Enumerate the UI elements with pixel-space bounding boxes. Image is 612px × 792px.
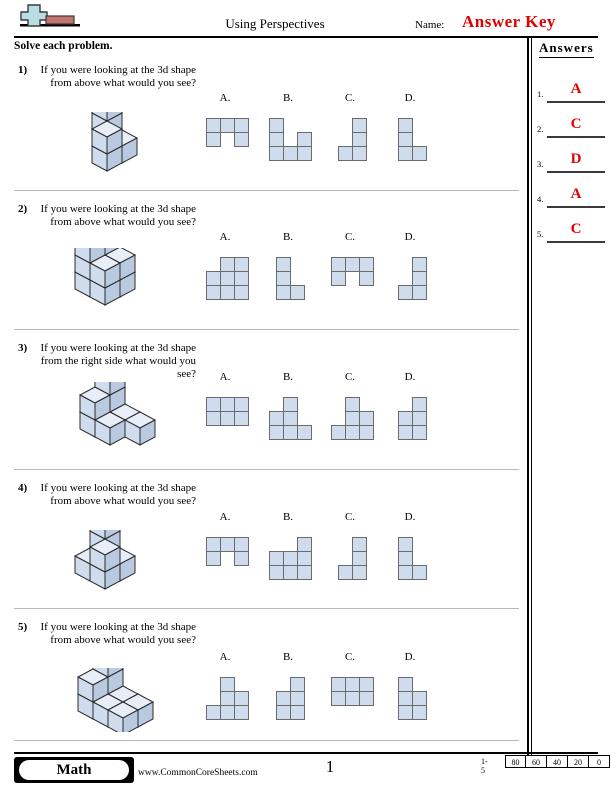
choice-label: A. [219, 231, 231, 243]
name-label: Name: [415, 19, 445, 31]
answer-number: 2. [537, 124, 544, 134]
grid-cell [234, 397, 249, 412]
grid-cell [331, 691, 346, 706]
grid-cell [220, 691, 235, 706]
grid-cell [352, 132, 367, 147]
grid-cells [338, 537, 367, 580]
grid-cell [398, 537, 413, 552]
grid-cell [283, 565, 298, 580]
choice-label: C. [344, 511, 356, 523]
grid-cell [234, 411, 249, 426]
grid-cell [297, 551, 312, 566]
grid-cell [359, 425, 374, 440]
answer-value: A [570, 186, 582, 202]
answer-value: C [570, 221, 582, 237]
grid-cells [398, 537, 427, 580]
grid-cells [206, 118, 249, 147]
grid-cell [338, 565, 353, 580]
grid-cell [412, 146, 427, 161]
grid-cells [338, 118, 367, 161]
grid-cells [398, 677, 427, 720]
grid-cell [398, 677, 413, 692]
answer-value: A [570, 81, 582, 97]
problem-separator [14, 740, 519, 741]
problem-number: 4) [18, 482, 28, 494]
answers-panel-border-inner [531, 36, 532, 756]
answer-row [537, 151, 607, 173]
choice-grid-figure [330, 397, 390, 440]
grid-cell [276, 257, 291, 272]
grid-cell [398, 705, 413, 720]
grid-cell [352, 118, 367, 133]
answers-panel-title: Answers [539, 40, 594, 58]
problem-question-text: If you were looking at the 3d shape from above what would you see? [40, 64, 196, 89]
grid-cell [359, 257, 374, 272]
grid-cell [412, 271, 427, 286]
answers-panel-border-outer [527, 36, 529, 756]
answer-row [537, 221, 607, 243]
choice-grid-figure [390, 677, 450, 720]
answer-key-label: Answer Key [462, 12, 556, 31]
score-cell: 0 [589, 755, 610, 768]
choice-label: A. [219, 651, 231, 663]
answer-blank-line [547, 101, 605, 103]
grid-cell [269, 551, 284, 566]
choice-label: B. [282, 651, 294, 663]
grid-cell [234, 118, 249, 133]
problem-question-text: If you were looking at the 3d shape from above what would you see? [40, 482, 196, 507]
commoncoresheets-plus-logo [14, 3, 86, 36]
problem-separator [14, 329, 519, 330]
grid-cells [269, 397, 312, 440]
grid-cell [352, 537, 367, 552]
grid-cell [398, 691, 413, 706]
grid-cell [412, 565, 427, 580]
isometric-cube-shape-5 [60, 668, 160, 732]
grid-cell [398, 146, 413, 161]
grid-cell [398, 411, 413, 426]
grid-cell [276, 705, 291, 720]
grid-cell [345, 677, 360, 692]
grid-cell [398, 425, 413, 440]
grid-cell [206, 537, 221, 552]
choice-grid-figure [268, 537, 328, 580]
grid-cell [283, 551, 298, 566]
choice-label: C. [344, 371, 356, 383]
grid-cells [269, 537, 312, 580]
choice-grid-figure [268, 118, 328, 161]
choice-label: A. [219, 511, 231, 523]
isometric-cube-shape-4 [60, 530, 155, 594]
page-title: Using Perspectives [225, 16, 325, 31]
subject-badge-label: Math [19, 760, 129, 780]
choice-grid-figure [268, 677, 328, 720]
choice-label: B. [282, 92, 294, 104]
grid-cell [234, 132, 249, 147]
grid-cell [234, 705, 249, 720]
grid-cell [269, 425, 284, 440]
answer-number: 3. [537, 159, 544, 169]
choice-grid-figure [205, 397, 265, 426]
grid-cell [276, 285, 291, 300]
choice-grid-figure [205, 537, 265, 566]
problem-number: 3) [18, 342, 28, 354]
grid-cells [331, 677, 374, 706]
choice-grid-figure [390, 397, 450, 440]
footer-divider [14, 752, 598, 754]
grid-cell [234, 691, 249, 706]
grid-cells [398, 397, 427, 440]
grid-cells [206, 537, 249, 566]
grid-cells [276, 677, 305, 720]
grid-cells [276, 257, 305, 300]
answer-number: 1. [537, 89, 544, 99]
choice-label: D. [404, 371, 416, 383]
grid-cell [220, 411, 235, 426]
score-cell: 20 [568, 755, 589, 768]
problem-number: 5) [18, 621, 28, 633]
grid-cells [206, 677, 249, 720]
answer-row [537, 81, 607, 103]
grid-cell [398, 285, 413, 300]
grid-cell [220, 271, 235, 286]
grid-cell [412, 411, 427, 426]
choice-label: B. [282, 371, 294, 383]
grid-cell [283, 425, 298, 440]
grid-cell [269, 411, 284, 426]
grid-cell [220, 118, 235, 133]
grid-cells [206, 397, 249, 426]
grid-cell [412, 397, 427, 412]
answer-row [537, 116, 607, 138]
grid-cell [359, 411, 374, 426]
choice-label: A. [219, 92, 231, 104]
grid-cell [269, 146, 284, 161]
grid-cell [398, 132, 413, 147]
choice-grid-figure [390, 537, 450, 580]
grid-cell [290, 677, 305, 692]
problem-number: 2) [18, 203, 28, 215]
score-cell: 60 [526, 755, 547, 768]
subject-badge [14, 757, 134, 783]
choice-label: B. [282, 231, 294, 243]
grid-cell [269, 565, 284, 580]
grid-cell [290, 705, 305, 720]
choice-label: B. [282, 511, 294, 523]
grid-cell [345, 397, 360, 412]
grid-cell [297, 146, 312, 161]
grid-cell [206, 285, 221, 300]
problem-separator [14, 190, 519, 191]
grid-cell [297, 565, 312, 580]
grid-cell [220, 705, 235, 720]
grid-cell [234, 285, 249, 300]
answer-row [537, 186, 607, 208]
grid-cell [352, 146, 367, 161]
isometric-cube-shape-3 [60, 382, 160, 452]
grid-cell [297, 537, 312, 552]
grid-cell [276, 691, 291, 706]
grid-cell [352, 565, 367, 580]
page-number: 1 [325, 757, 335, 776]
grid-cell [234, 537, 249, 552]
grid-cell [359, 691, 374, 706]
grid-cell [276, 271, 291, 286]
answer-value: D [570, 151, 582, 167]
grid-cell [352, 551, 367, 566]
problem-question-text: If you were looking at the 3d shape from above what would you see? [40, 203, 196, 228]
grid-cell [206, 397, 221, 412]
answer-number: 4. [537, 194, 544, 204]
grid-cell [297, 132, 312, 147]
answer-blank-line [547, 171, 605, 173]
isometric-cube-shape-2 [60, 248, 155, 310]
grid-cell [412, 705, 427, 720]
choice-grid-figure [268, 397, 328, 440]
grid-cell [220, 537, 235, 552]
choice-label: D. [404, 511, 416, 523]
choice-grid-figure [330, 118, 390, 161]
grid-cell [283, 397, 298, 412]
grid-cells [331, 397, 374, 440]
grid-cells [398, 257, 427, 300]
grid-cell [206, 411, 221, 426]
grid-cell [290, 285, 305, 300]
grid-cell [398, 551, 413, 566]
grid-cell [283, 411, 298, 426]
grid-cell [345, 425, 360, 440]
choice-grid-figure [390, 257, 450, 300]
grid-cell [398, 118, 413, 133]
grid-cell [359, 271, 374, 286]
score-cells [505, 755, 610, 768]
problem-separator [14, 608, 519, 609]
grid-cell [206, 705, 221, 720]
grid-cells [331, 257, 374, 286]
grid-cell [283, 146, 298, 161]
choice-label: C. [344, 92, 356, 104]
grid-cell [398, 565, 413, 580]
grid-cell [331, 425, 346, 440]
choice-label: C. [344, 231, 356, 243]
choice-label: D. [404, 231, 416, 243]
grid-cell [220, 677, 235, 692]
instruction-text: Solve each problem. [14, 40, 113, 52]
grid-cell [338, 146, 353, 161]
choice-grid-figure [205, 677, 265, 720]
grid-cell [206, 271, 221, 286]
answer-value: C [570, 116, 582, 132]
grid-cell [412, 257, 427, 272]
choice-grid-figure [330, 537, 390, 580]
answer-blank-line [547, 136, 605, 138]
problem-number: 1) [18, 64, 28, 76]
answer-blank-line [547, 206, 605, 208]
grid-cell [234, 551, 249, 566]
header-divider [14, 36, 598, 38]
choice-grid-figure [205, 118, 265, 147]
score-cell: 40 [547, 755, 568, 768]
grid-cell [297, 425, 312, 440]
grid-cell [269, 118, 284, 133]
grid-cell [206, 551, 221, 566]
grid-cells [206, 257, 249, 300]
grid-cell [412, 285, 427, 300]
choice-grid-figure [330, 677, 390, 706]
grid-cell [220, 285, 235, 300]
grid-cell [331, 271, 346, 286]
choice-grid-figure [268, 257, 328, 300]
grid-cell [359, 677, 374, 692]
grid-cell [345, 411, 360, 426]
choice-label: D. [404, 651, 416, 663]
site-url: www.CommonCoreSheets.com [138, 768, 258, 778]
grid-cell [345, 257, 360, 272]
grid-cell [234, 271, 249, 286]
choice-label: C. [344, 651, 356, 663]
answer-number: 5. [537, 229, 544, 239]
grid-cell [206, 118, 221, 133]
isometric-cube-shape-1 [60, 112, 155, 174]
choice-label: D. [404, 92, 416, 104]
grid-cells [269, 118, 312, 161]
answer-blank-line [547, 241, 605, 243]
problem-question-text: If you were looking at the 3d shape from above what would you see? [40, 621, 196, 646]
grid-cells [398, 118, 427, 161]
page-header [0, 0, 612, 38]
problem-question-text: If you were looking at the 3d shape from the right side what would you see? [40, 342, 196, 380]
choice-grid-figure [330, 257, 390, 286]
grid-cell [345, 691, 360, 706]
grid-cell [331, 257, 346, 272]
grid-cell [269, 132, 284, 147]
choice-grid-figure [390, 118, 450, 161]
choice-label: A. [219, 371, 231, 383]
choice-grid-figure [205, 257, 265, 300]
grid-cell [220, 397, 235, 412]
grid-cell [290, 691, 305, 706]
grid-cell [412, 425, 427, 440]
grid-cell [220, 257, 235, 272]
problem-separator [14, 469, 519, 470]
grid-cell [412, 691, 427, 706]
score-cell: 80 [505, 755, 526, 768]
grid-cell [331, 677, 346, 692]
grid-cell [234, 257, 249, 272]
grid-cell [206, 132, 221, 147]
answers-panel [527, 36, 612, 756]
score-range-label: 1-5 [481, 757, 488, 775]
